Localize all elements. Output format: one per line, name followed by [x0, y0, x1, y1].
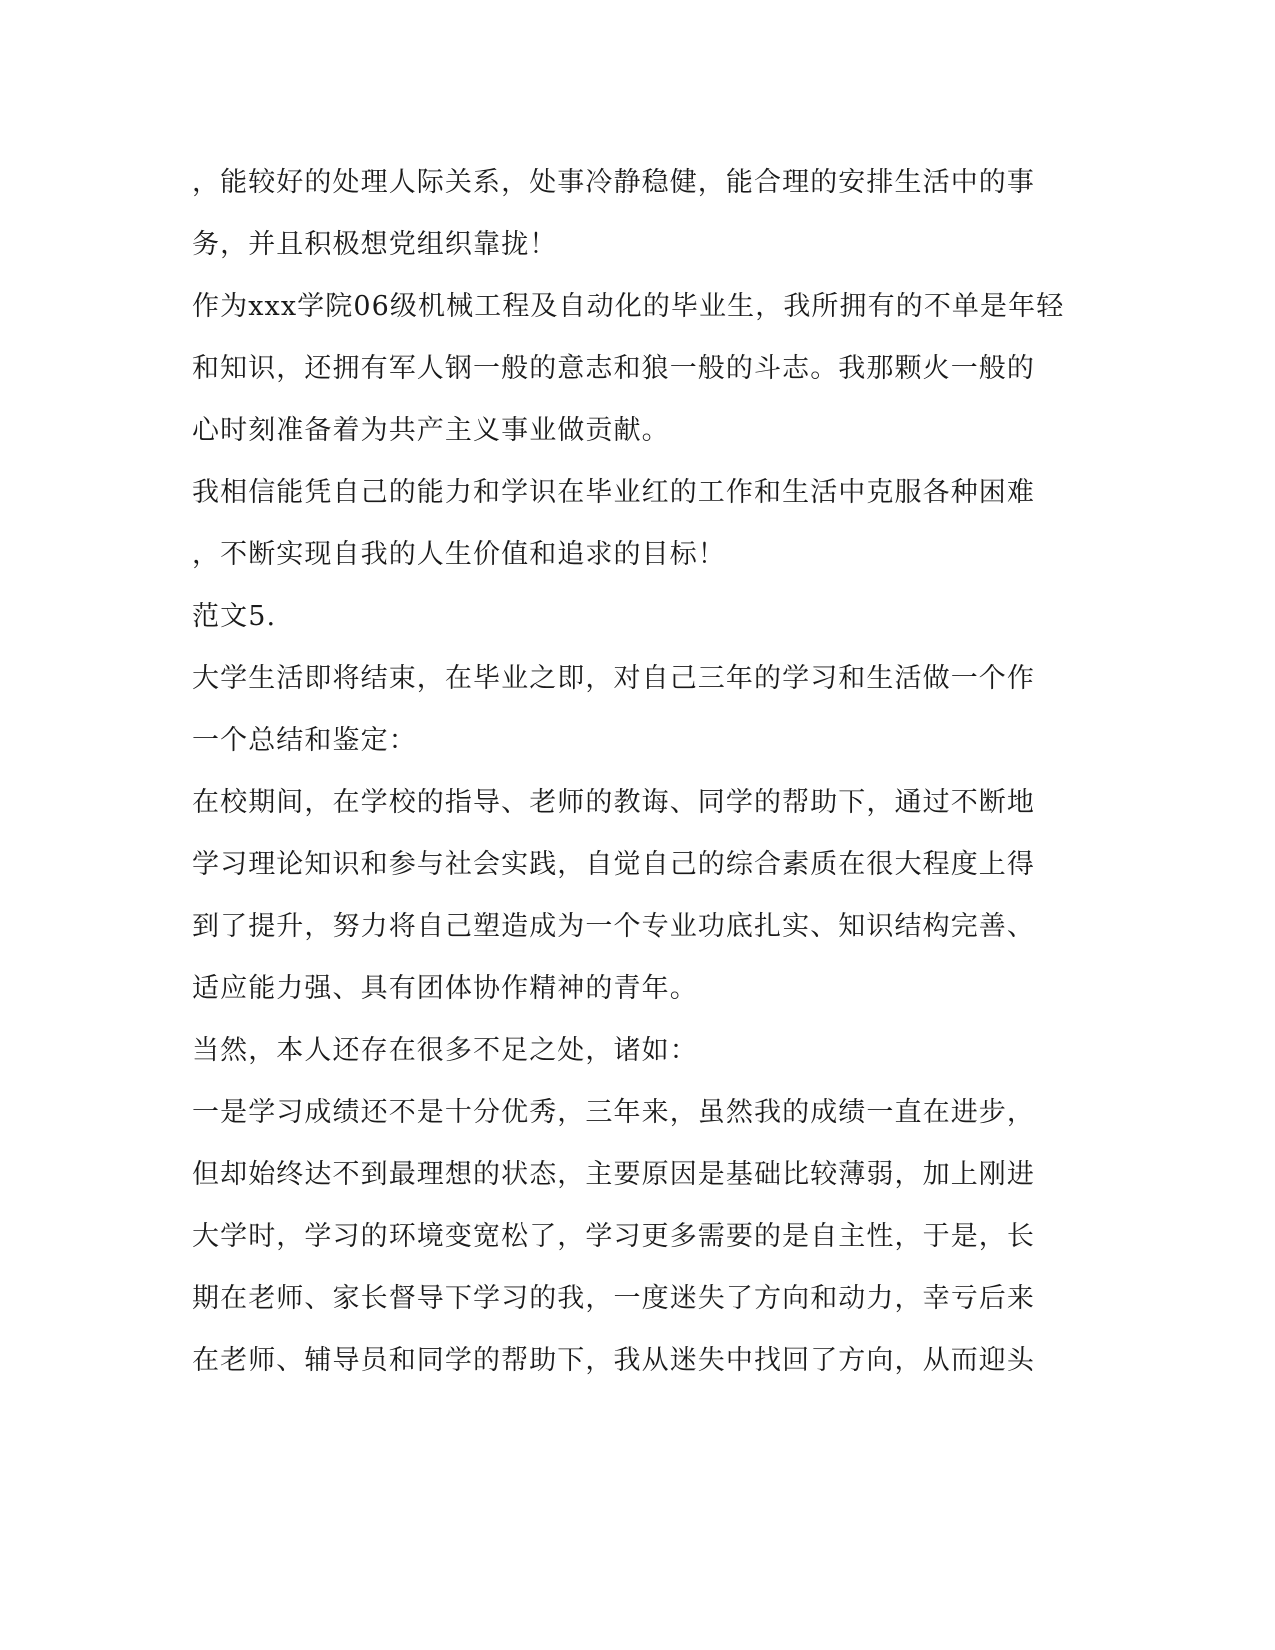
text-line: 我相信能凭自己的能力和学识在毕业红的工作和生活中克服各种困难 [192, 477, 1035, 508]
text-line: 当然，本人还存在很多不足之处，诸如： [192, 1035, 698, 1066]
text-line: 一个总结和鉴定： [192, 725, 417, 756]
text-line: 作为xxx学院06级机械工程及自动化的毕业生，我所拥有的不单是年轻 [192, 291, 1065, 322]
text-line: 和知识，还拥有军人钢一般的意志和狼一般的斗志。我那颗火一般的 [192, 353, 1035, 384]
text-line: ，能较好的处理人际关系，处事冷静稳健，能合理的安排生活中的事 [192, 167, 1035, 198]
text-line: 心时刻准备着为共产主义事业做贡献。 [192, 415, 670, 446]
text-line: 大学时，学习的环境变宽松了，学习更多需要的是自主性，于是，长 [192, 1221, 1035, 1252]
section-heading: 范文5. [192, 601, 277, 632]
text-line: 一是学习成绩还不是十分优秀，三年来，虽然我的成绩一直在进步， [192, 1097, 1035, 1128]
text-line: 在老师、辅导员和同学的帮助下，我从迷失中找回了方向，从而迎头 [192, 1345, 1035, 1376]
text-line: 期在老师、家长督导下学习的我，一度迷失了方向和动力，幸亏后来 [192, 1283, 1035, 1314]
text-line: 在校期间，在学校的指导、老师的教诲、同学的帮助下，通过不断地 [192, 787, 1035, 818]
text-line: 大学生活即将结束，在毕业之即，对自己三年的学习和生活做一个作 [192, 663, 1035, 694]
text-line: ，不断实现自我的人生价值和追求的目标！ [192, 539, 726, 570]
text-line: 但却始终达不到最理想的状态，主要原因是基础比较薄弱，加上刚进 [192, 1159, 1035, 1190]
text-line: 到了提升，努力将自己塑造成为一个专业功底扎实、知识结构完善、 [192, 911, 1035, 942]
text-line: 适应能力强、具有团体协作精神的青年。 [192, 973, 698, 1004]
text-line: 学习理论知识和参与社会实践，自觉自己的综合素质在很大程度上得 [192, 849, 1035, 880]
text-line: 务，并且积极想党组织靠拢！ [192, 229, 558, 260]
